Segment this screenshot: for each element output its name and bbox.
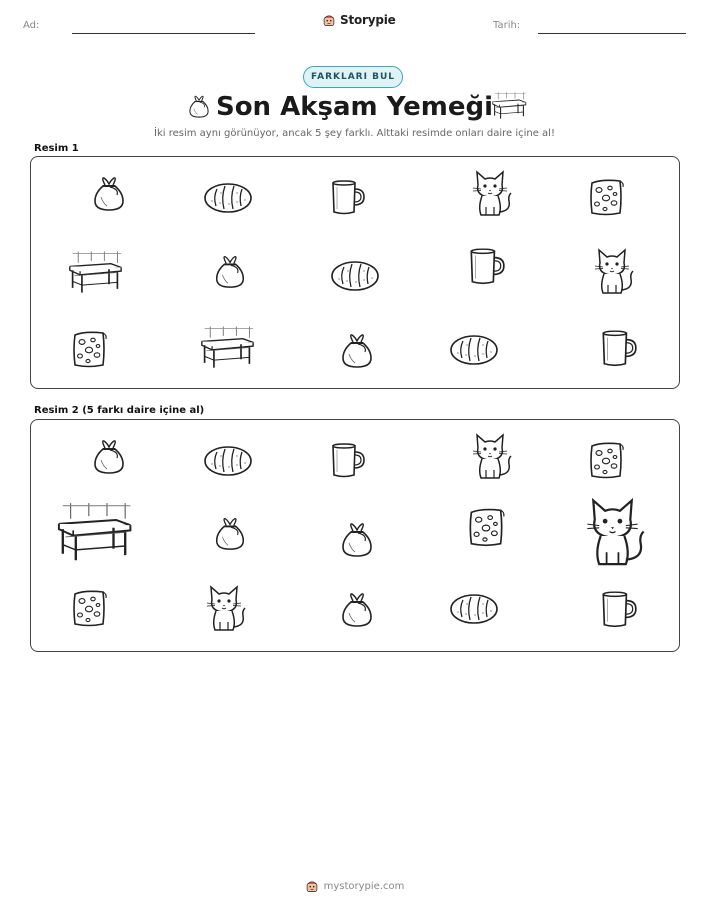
- cat-icon[interactable]: [469, 432, 513, 482]
- cheese-icon[interactable]: [465, 504, 507, 550]
- cat-icon[interactable]: [581, 496, 647, 570]
- sack-icon[interactable]: [211, 512, 249, 554]
- footer: [0, 879, 709, 893]
- cheese-icon[interactable]: [69, 586, 109, 630]
- mug-icon[interactable]: [597, 588, 639, 630]
- table-icon: [67, 249, 123, 297]
- storypie-logo-icon: [305, 879, 319, 893]
- bread-icon: [329, 257, 381, 293]
- sack-icon[interactable]: [337, 588, 377, 630]
- activity-badge: FARKLARI BUL: [303, 66, 403, 88]
- sack-icon: [89, 173, 129, 213]
- cat-icon: [469, 169, 513, 219]
- mug-icon: [327, 177, 367, 217]
- cat-icon: [591, 247, 635, 297]
- page-title: Son Akşam Yemeği: [215, 92, 494, 122]
- brand-logo: [322, 13, 396, 27]
- cheese-icon: [69, 327, 109, 371]
- name-label: Ad:: [23, 20, 40, 31]
- picture-2-panel[interactable]: [30, 419, 680, 652]
- picture-2-label: Resim 2 (5 farkı daire içine al): [34, 405, 205, 416]
- mug-icon[interactable]: [327, 440, 367, 480]
- cheese-icon: [586, 175, 626, 219]
- bread-icon: [203, 179, 253, 215]
- storypie-logo-icon: [322, 13, 336, 27]
- sack-icon: [211, 251, 249, 291]
- table-icon: [491, 91, 527, 121]
- picture-1-label: Resim 1: [34, 143, 79, 154]
- table-icon: [199, 323, 255, 373]
- bread-icon: [449, 331, 499, 367]
- picture-1-panel: [30, 156, 680, 389]
- cat-icon[interactable]: [203, 584, 247, 634]
- cheese-icon[interactable]: [586, 438, 626, 482]
- mug-icon: [597, 327, 639, 369]
- sack-icon[interactable]: [89, 436, 129, 476]
- brand-name: Storypie: [340, 13, 396, 27]
- date-label: Tarih:: [493, 20, 521, 31]
- bread-icon[interactable]: [203, 442, 253, 478]
- instructions: İki resim aynı görünüyor, ancak 5 şey farklı. Alttaki resimde onları daire içine al!: [154, 128, 555, 139]
- sack-icon[interactable]: [337, 518, 377, 560]
- bread-icon[interactable]: [449, 590, 499, 626]
- sack-icon: [337, 329, 377, 371]
- footer-url: mystorypie.com: [323, 880, 405, 892]
- mug-icon: [465, 245, 507, 287]
- date-line[interactable]: [538, 33, 686, 34]
- name-line[interactable]: [72, 33, 255, 34]
- table-icon[interactable]: [55, 500, 133, 566]
